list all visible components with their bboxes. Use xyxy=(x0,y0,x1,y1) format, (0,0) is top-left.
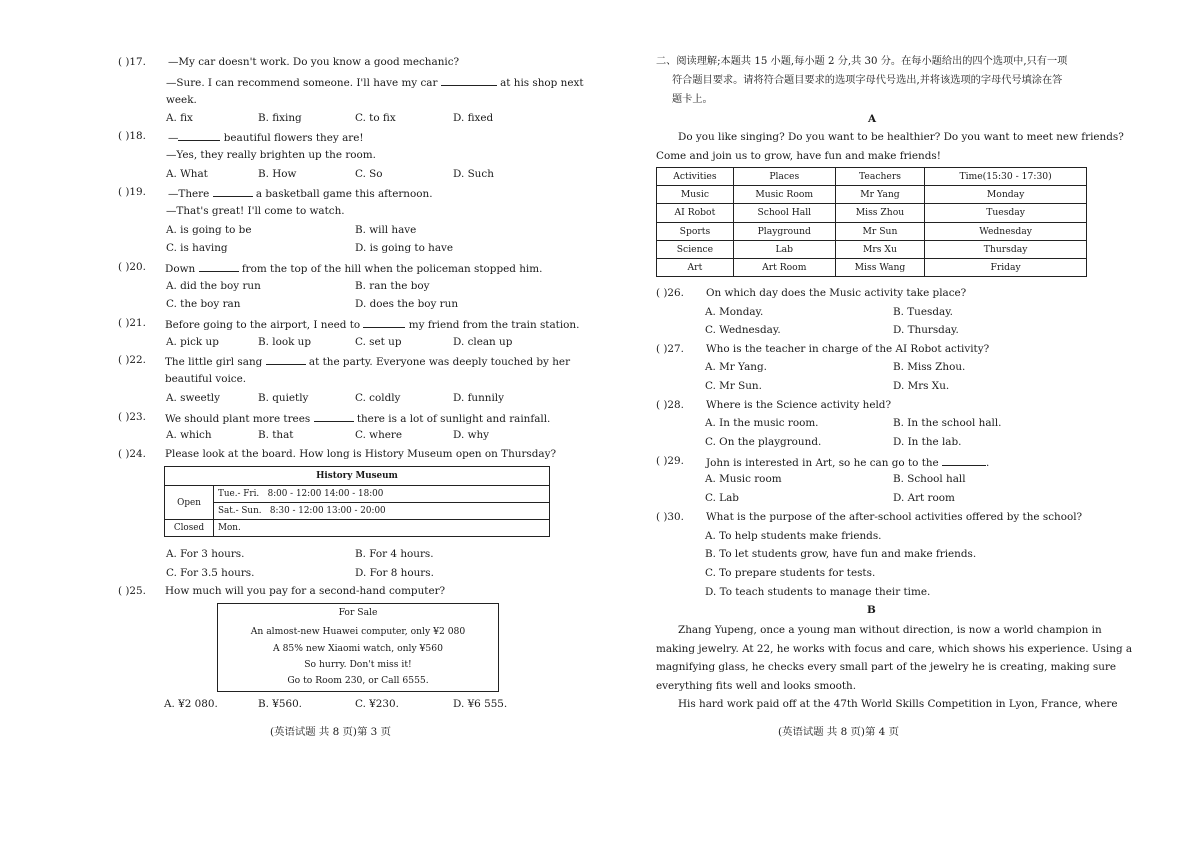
section-heading-line1: 二、阅读理解;本题共 15 小题,每小题 2 分,共 30 分。在每小题给出的四个选项中,只有一项 xyxy=(656,56,1068,67)
q18-option-a[interactable]: A. What xyxy=(166,168,208,180)
q17-option-a[interactable]: A. fix xyxy=(166,112,193,124)
q22-number: ( )22. xyxy=(118,354,146,366)
passage-b-line3: magnifying glass, he checks every small part of the jewelry he is creating, making sure xyxy=(656,661,1117,673)
schedule-cell: Art Room xyxy=(733,258,835,276)
schedule-cell: Wednesday xyxy=(925,222,1087,240)
q26-option-a[interactable]: A. Monday. xyxy=(705,306,764,318)
schedule-header-teachers: Teachers xyxy=(835,168,925,186)
q26-stem: On which day does the Music activity take place? xyxy=(706,287,967,299)
schedule-cell: AI Robot xyxy=(657,204,734,222)
passage-b-line1: Zhang Yupeng, once a young man without direction, is now a world champion in xyxy=(678,624,1102,636)
q18-stem-line2: —Yes, they really brighten up the room. xyxy=(166,149,376,161)
q21-option-d[interactable]: D. clean up xyxy=(453,336,513,348)
schedule-cell: Miss Wang xyxy=(835,258,925,276)
q28-option-c[interactable]: C. On the playground. xyxy=(705,436,822,448)
q30-option-b[interactable]: B. To let students grow, have fun and make friends. xyxy=(705,548,977,560)
q26-option-d[interactable]: D. Thursday. xyxy=(893,324,959,336)
q29-option-a[interactable]: A. Music room xyxy=(705,473,782,485)
q28-option-a[interactable]: A. In the music room. xyxy=(705,417,819,429)
museum-open-label: Open xyxy=(165,486,214,520)
q28-stem: Where is the Science activity held? xyxy=(706,399,892,411)
schedule-header-places: Places xyxy=(733,168,835,186)
q27-option-b[interactable]: B. Miss Zhou. xyxy=(893,361,966,373)
q27-option-d[interactable]: D. Mrs Xu. xyxy=(893,380,950,392)
for-sale-line1: An almost-new Huawei computer, only ¥2 080 xyxy=(250,626,466,637)
museum-closed-label: Closed xyxy=(165,520,214,537)
schedule-cell: Music xyxy=(657,186,734,204)
q24-stem-line1: Please look at the board. How long is History Museum open on Thursday? xyxy=(165,448,557,460)
q22-option-b[interactable]: B. quietly xyxy=(258,392,309,404)
q21-option-c[interactable]: C. set up xyxy=(355,336,402,348)
q17-stem-line1: —My car doesn't work. Do you know a good mechanic? xyxy=(168,56,460,68)
answer-blank xyxy=(314,410,354,422)
q22-stem-line2: beautiful voice. xyxy=(165,373,247,385)
schedule-cell: Tuesday xyxy=(925,204,1087,222)
q28-option-b[interactable]: B. In the school hall. xyxy=(893,417,1002,429)
passage-a-intro-line1: Do you like singing? Do you want to be healthier? Do you want to meet new friends? xyxy=(678,131,1124,143)
for-sale-notice xyxy=(217,603,499,692)
schedule-cell: Music Room xyxy=(733,186,835,204)
answer-blank xyxy=(363,316,405,328)
q27-number: ( )27. xyxy=(656,343,684,355)
schedule-cell: Playground xyxy=(733,222,835,240)
q18-option-d[interactable]: D. Such xyxy=(453,168,494,180)
answer-blank xyxy=(213,185,253,197)
answer-blank xyxy=(441,74,497,86)
q18-option-c[interactable]: C. So xyxy=(355,168,383,180)
schedule-header-time: Time(15:30 - 17:30) xyxy=(925,168,1087,186)
q20-number: ( )20. xyxy=(118,261,146,273)
q17-stem-line2: —Sure. I can recommend someone. I'll have my car at his shop next xyxy=(166,74,584,90)
passage-a-intro-line2: Come and join us to grow, have fun and make friends! xyxy=(656,150,941,162)
for-sale-line2: A 85% new Xiaomi watch, only ¥560 xyxy=(273,643,443,654)
q22-option-d[interactable]: D. funnily xyxy=(453,392,505,404)
q26-option-b[interactable]: B. Tuesday. xyxy=(893,306,953,318)
q17-stem-line3: week. xyxy=(166,94,197,106)
q21-number: ( )21. xyxy=(118,317,146,329)
q23-option-b[interactable]: B. that xyxy=(258,429,294,441)
q25-option-c[interactable]: C. ¥230. xyxy=(355,698,399,710)
q20-stem-line1: Down from the top of the hill when the policeman stopped him. xyxy=(165,260,542,276)
passage-b-line4: everything fits well and looks smooth. xyxy=(656,680,857,692)
q20-option-b[interactable]: B. ran the boy xyxy=(355,280,430,292)
q19-stem-line1: —There a basketball game this afternoon. xyxy=(168,185,433,201)
page-footer-left: (英语试题 共 8 页)第 3 页 xyxy=(270,726,391,738)
q24-option-a[interactable]: A. For 3 hours. xyxy=(166,548,245,560)
q29-stem: John is interested in Art, so he can go to the . xyxy=(706,454,989,470)
q23-option-c[interactable]: C. where xyxy=(355,429,403,441)
q17-number: ( )17. xyxy=(118,56,146,68)
q30-stem: What is the purpose of the after-school activities offered by the school? xyxy=(706,511,1083,523)
q20-option-a[interactable]: A. did the boy run xyxy=(166,280,261,292)
schedule-cell: Sports xyxy=(657,222,734,240)
answer-blank xyxy=(178,129,220,141)
q20-option-d[interactable]: D. does the boy run xyxy=(355,298,459,310)
q22-stem-line1: The little girl sang at the party. Everyone was deeply touched by her xyxy=(165,353,570,369)
q19-number: ( )19. xyxy=(118,186,146,198)
schedule-cell: Art xyxy=(657,258,734,276)
q25-option-b[interactable]: B. ¥560. xyxy=(258,698,302,710)
museum-closed-day: Mon. xyxy=(214,520,550,537)
q17-option-b[interactable]: B. fixing xyxy=(258,112,302,124)
section-heading-line2: 符合题目要求。请将符合题目要求的选项字母代号选出,并将该选项的字母代号填涂在答 xyxy=(672,75,1063,86)
q28-number: ( )28. xyxy=(656,399,684,411)
q23-option-a[interactable]: A. which xyxy=(166,429,212,441)
q24-option-b[interactable]: B. For 4 hours. xyxy=(355,548,434,560)
q18-number: ( )18. xyxy=(118,130,146,142)
schedule-cell: Lab xyxy=(733,240,835,258)
answer-blank xyxy=(199,260,239,272)
q25-option-a[interactable]: A. ¥2 080. xyxy=(164,698,218,710)
q19-option-b[interactable]: B. will have xyxy=(355,224,417,236)
q19-stem-line2: —That's great! I'll come to watch. xyxy=(166,205,345,217)
q19-option-d[interactable]: D. is going to have xyxy=(355,242,454,254)
q20-option-c[interactable]: C. the boy ran xyxy=(166,298,241,310)
museum-hours-weekday: Tue.- Fri. 8:00 - 12:00 14:00 - 18:00 xyxy=(214,486,550,503)
q23-stem-line1: We should plant more trees there is a lot of sunlight and rainfall. xyxy=(165,410,550,426)
q17-option-c[interactable]: C. to fix xyxy=(355,112,396,124)
for-sale-line3: So hurry. Don't miss it! xyxy=(304,659,412,670)
q30-option-d[interactable]: D. To teach students to manage their time. xyxy=(705,586,931,598)
answer-blank xyxy=(942,454,986,466)
passage-b-line2: making jewelry. At 22, he works with focus and care, which shows his experience. Using a xyxy=(656,643,1133,655)
q29-number: ( )29. xyxy=(656,455,684,467)
schedule-cell: Science xyxy=(657,240,734,258)
q28-option-d[interactable]: D. In the lab. xyxy=(893,436,962,448)
q23-option-d[interactable]: D. why xyxy=(453,429,490,441)
museum-board-title: History Museum xyxy=(165,467,550,486)
for-sale-line4: Go to Room 230, or Call 6555. xyxy=(287,675,429,686)
for-sale-title: For Sale xyxy=(338,607,378,618)
q25-number: ( )25. xyxy=(118,585,146,597)
q26-number: ( )26. xyxy=(656,287,684,299)
q18-option-b[interactable]: B. How xyxy=(258,168,297,180)
q18-stem-line1: — beautiful flowers they are! xyxy=(168,129,364,145)
passage-b-label: B xyxy=(867,604,876,616)
passage-a-label: A xyxy=(868,113,877,125)
page-footer-right: (英语试题 共 8 页)第 4 页 xyxy=(778,726,899,738)
q24-number: ( )24. xyxy=(118,448,146,460)
q29-option-b[interactable]: B. School hall xyxy=(893,473,966,485)
q24-option-c[interactable]: C. For 3.5 hours. xyxy=(166,567,255,579)
q17-option-d[interactable]: D. fixed xyxy=(453,112,494,124)
schedule-cell: Monday xyxy=(925,186,1087,204)
q22-option-a[interactable]: A. sweetly xyxy=(166,392,221,404)
answer-blank xyxy=(266,353,306,365)
schedule-cell: Mrs Xu xyxy=(835,240,925,258)
q29-option-c[interactable]: C. Lab xyxy=(705,492,739,504)
q27-option-c[interactable]: C. Mr Sun. xyxy=(705,380,762,392)
q25-option-d[interactable]: D. ¥6 555. xyxy=(453,698,508,710)
right-page-questions xyxy=(600,0,1200,849)
q26-option-c[interactable]: C. Wednesday. xyxy=(705,324,781,336)
q21-stem-line1: Before going to the airport, I need to my friend from the train station. xyxy=(165,316,579,332)
q29-option-d[interactable]: D. Art room xyxy=(893,492,955,504)
q27-stem: Who is the teacher in charge of the AI Robot activity? xyxy=(706,343,990,355)
q27-option-a[interactable]: A. Mr Yang. xyxy=(705,361,767,373)
q21-option-a[interactable]: A. pick up xyxy=(166,336,219,348)
museum-hours-weekend: Sat.- Sun. 8:30 - 12:00 13:00 - 20:00 xyxy=(214,503,550,520)
schedule-cell: Miss Zhou xyxy=(835,204,925,222)
q30-number: ( )30. xyxy=(656,511,684,523)
q30-option-a[interactable]: A. To help students make friends. xyxy=(705,530,882,542)
passage-b-line5: His hard work paid off at the 47th World Skills Competition in Lyon, France, where xyxy=(678,698,1118,710)
q23-number: ( )23. xyxy=(118,411,146,423)
schedule-cell: Mr Sun xyxy=(835,222,925,240)
museum-board xyxy=(164,466,550,537)
section-heading-line3: 题卡上。 xyxy=(672,94,713,105)
q30-option-c[interactable]: C. To prepare students for tests. xyxy=(705,567,876,579)
schedule-header-activities: Activities xyxy=(657,168,734,186)
schedule-cell: Friday xyxy=(925,258,1087,276)
q25-stem-line1: How much will you pay for a second-hand computer? xyxy=(165,585,446,597)
q22-option-c[interactable]: C. coldly xyxy=(355,392,401,404)
q21-option-b[interactable]: B. look up xyxy=(258,336,312,348)
schedule-cell: School Hall xyxy=(733,204,835,222)
q19-option-c[interactable]: C. is having xyxy=(166,242,228,254)
q24-option-d[interactable]: D. For 8 hours. xyxy=(355,567,434,579)
q19-option-a[interactable]: A. is going to be xyxy=(166,224,252,236)
schedule-cell: Mr Yang xyxy=(835,186,925,204)
schedule-cell: Thursday xyxy=(925,240,1087,258)
